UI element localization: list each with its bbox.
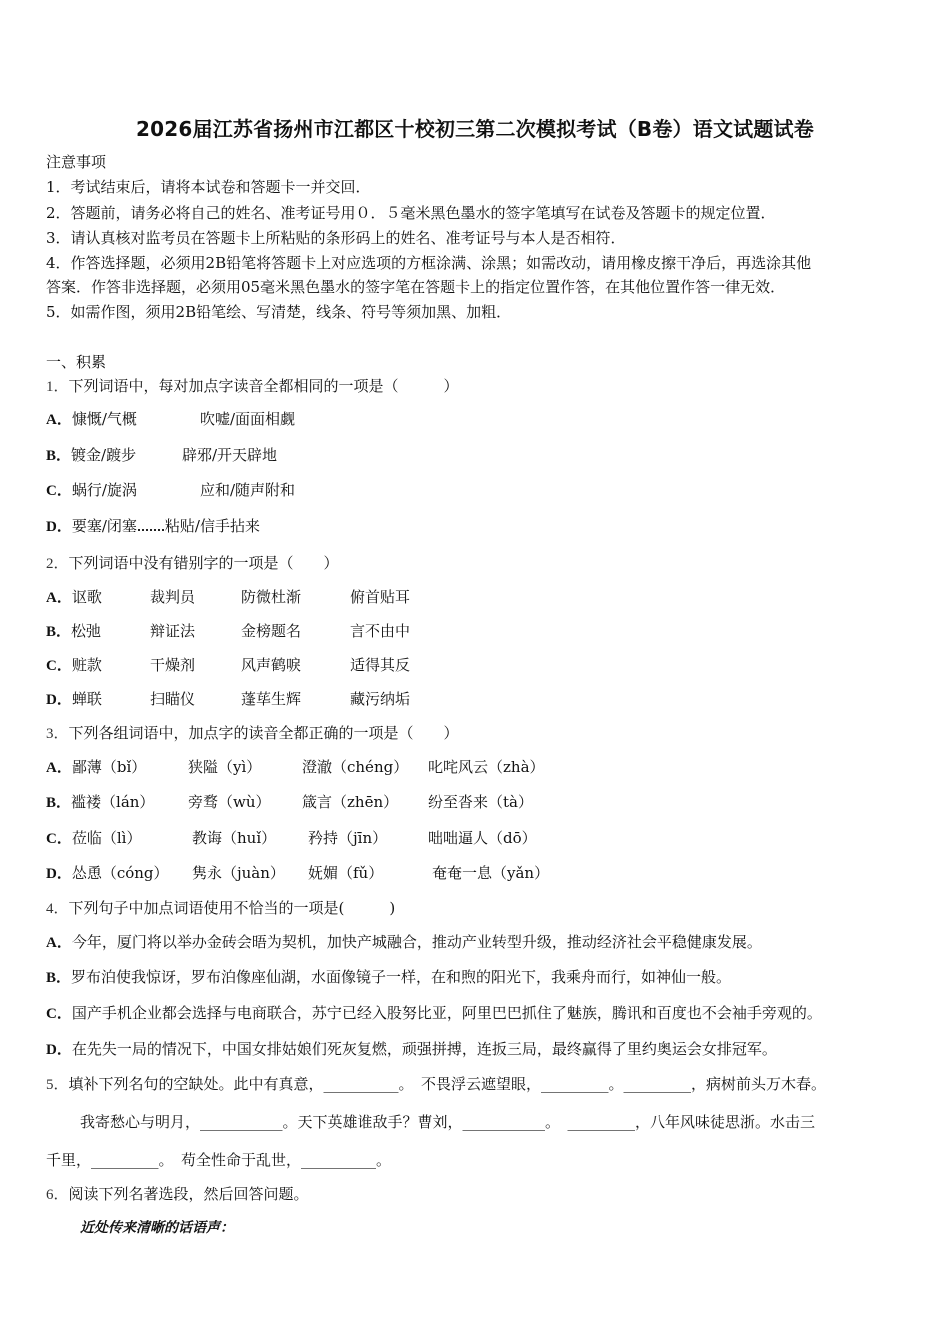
question-text: 下列词语中没有错别字的一项是（ ） bbox=[68, 554, 339, 572]
q1-option-d bbox=[46, 516, 260, 537]
option-word: 矜持（jīn） bbox=[308, 829, 388, 847]
notice-item: 2．答题前，请务必将自己的姓名、准考证号用０．５毫米黑色墨水的签字笔填写在试卷及答题卡的规定位置． bbox=[46, 204, 776, 222]
question-3-stem bbox=[46, 723, 459, 744]
option-label: B． bbox=[46, 448, 72, 464]
option-word: 莅临（lì） bbox=[71, 829, 142, 847]
q1-option-c bbox=[46, 480, 137, 501]
option-label: A． bbox=[46, 935, 72, 951]
option-word: 俯首贴耳 bbox=[350, 588, 411, 606]
notice-heading: 注意事项 bbox=[46, 153, 107, 171]
question-2-stem bbox=[46, 553, 339, 574]
option-word: 言不由中 bbox=[350, 622, 411, 640]
question-number: 4． bbox=[46, 901, 69, 917]
option-word: 隽永（juàn） bbox=[192, 864, 285, 882]
option-word: 咄咄逼人（dō） bbox=[428, 829, 537, 847]
question-6-stem bbox=[46, 1184, 309, 1205]
option-label: C． bbox=[46, 1006, 72, 1022]
option-word: 澄澈（chéng） bbox=[302, 758, 409, 776]
notice-item: 1．考试结束后，请将本试卷和答题卡一并交回． bbox=[46, 178, 371, 196]
question-number: 2． bbox=[46, 556, 69, 572]
q4-option-d bbox=[46, 1039, 777, 1060]
q2-option-c bbox=[46, 655, 102, 676]
option-word: 褴褛（lán） bbox=[71, 793, 155, 811]
notice-item: 3．请认真核对监考员在答题卡上所粘贴的条形码上的姓名、准考证号与本人是否相符． bbox=[46, 229, 626, 247]
option-label: C． bbox=[46, 831, 72, 847]
option-text: 今年，厦门将以举办金砖会晤为契机，加快产城融合，推动产业转型升级，推动经济社会平稳健康发展。 bbox=[71, 933, 762, 951]
option-word: 扫瞄仪 bbox=[150, 690, 196, 708]
q4-option-c bbox=[46, 1003, 822, 1024]
q2-option-d bbox=[46, 689, 102, 710]
option-word: 蝉联 bbox=[71, 690, 102, 708]
option-word: 蓬荜生辉 bbox=[241, 690, 302, 708]
question-number: 5． bbox=[46, 1077, 69, 1093]
option-word: 藏污纳垢 bbox=[350, 690, 411, 708]
q1-option-b-pair: 辟邪/开天辟地 bbox=[182, 446, 278, 464]
question-number: 6． bbox=[46, 1187, 69, 1203]
option-word: 奄奄一息（yǎn） bbox=[432, 864, 550, 882]
page-title: 2026届江苏省扬州市江都区十校初三第二次模拟考试（B卷）语文试题试卷 bbox=[136, 117, 814, 141]
question-1-stem bbox=[46, 376, 459, 397]
option-label: B． bbox=[46, 795, 72, 811]
option-word: 旁骛（wù） bbox=[188, 793, 271, 811]
option-label: D． bbox=[46, 1042, 72, 1058]
question-5-line-1 bbox=[46, 1074, 826, 1095]
question-number: 1． bbox=[46, 379, 69, 395]
option-text: 罗布泊使我惊讶，罗布泊像座仙湖，水面像镜子一样，在和煦的阳光下，我乘舟而行，如神仙一般。 bbox=[71, 968, 732, 986]
option-word: 干燥剂 bbox=[150, 656, 196, 674]
question-4-stem bbox=[46, 898, 395, 919]
q3-option-a bbox=[46, 757, 146, 778]
option-text: 慷慨/气概 bbox=[71, 410, 137, 428]
option-word: 教诲（huǐ） bbox=[192, 829, 277, 847]
q3-option-b bbox=[46, 792, 154, 813]
option-text-pair: 粘贴/信手拈来 bbox=[164, 517, 260, 535]
q1-option-c-pair: 应和/随声附和 bbox=[200, 481, 296, 499]
option-word: 赃款 bbox=[71, 656, 102, 674]
emphasis-dots bbox=[138, 517, 164, 531]
notice-item: 5．如需作图，须用2B铅笔绘、写清楚，线条、符号等须加黑、加粗． bbox=[46, 303, 512, 321]
question-text: 下列词语中，每对加点字读音全都相同的一项是（ ） bbox=[68, 377, 459, 395]
q1-option-a bbox=[46, 409, 137, 430]
option-label: D． bbox=[46, 692, 72, 708]
q1-option-a-pair: 吹嘘/面面相觑 bbox=[200, 410, 296, 428]
q3-option-c bbox=[46, 828, 141, 849]
q2-option-b bbox=[46, 621, 101, 642]
option-label: C． bbox=[46, 658, 72, 674]
option-word: 讴歌 bbox=[71, 588, 102, 606]
option-word: 妩媚（fǔ） bbox=[308, 864, 384, 882]
option-word: 纷至沓来（tà） bbox=[428, 793, 533, 811]
q1-option-b bbox=[46, 445, 136, 466]
option-label: A． bbox=[46, 760, 72, 776]
q4-option-b bbox=[46, 967, 731, 988]
option-label: D． bbox=[46, 866, 72, 882]
option-label: D． bbox=[46, 519, 72, 535]
option-word: 叱咤风云（zhà） bbox=[428, 758, 545, 776]
option-word: 裁判员 bbox=[150, 588, 196, 606]
option-word: 狭隘（yì） bbox=[188, 758, 262, 776]
option-text: 蜗行/旋涡 bbox=[71, 481, 137, 499]
option-word: 防微杜渐 bbox=[241, 588, 302, 606]
question-number: 3． bbox=[46, 726, 69, 742]
option-text: 国产手机企业都会选择与电商联合，苏宁已经入股努比亚，阿里巴巴抓住了魅族，腾讯和百度也不会袖手旁观的。 bbox=[71, 1004, 822, 1022]
option-word: 松弛 bbox=[71, 622, 102, 640]
option-label: A． bbox=[46, 412, 72, 428]
question-text: 填补下列名句的空缺处。此中有真意，__________。 不畏浮云遮望眼，_________。_________，病树前头万木春。 bbox=[68, 1075, 827, 1093]
option-text: 在先失一局的情况下，中国女排姑娘们死灰复燃，顽强拼搏，连扳三局，最终赢得了里约奥运会女排冠军。 bbox=[71, 1040, 777, 1058]
option-word: 怂恿（cóng） bbox=[71, 864, 169, 882]
option-label: B． bbox=[46, 624, 72, 640]
section-heading: 一、积累 bbox=[46, 353, 107, 371]
option-word: 适得其反 bbox=[350, 656, 411, 674]
option-word: 金榜题名 bbox=[241, 622, 302, 640]
q4-option-a bbox=[46, 932, 762, 953]
question-text: 下列各组词语中，加点字的读音全都正确的一项是（ ） bbox=[68, 724, 459, 742]
notice-item: 4．作答选择题，必须用2B铅笔将答题卡上对应选项的方框涂满、涂黑；如需改动，请用橡皮擦干净后，再选涂其他 bbox=[46, 254, 812, 272]
question-5-line-3: 千里，_________。 苟全性命于乱世，__________。 bbox=[46, 1151, 392, 1169]
question-text: 阅读下列名著选段，然后回答问题。 bbox=[68, 1185, 309, 1203]
option-word: 鄙薄（bǐ） bbox=[71, 758, 147, 776]
question-5-line-2: 我寄愁心与明月，___________。天下英雄谁敌手？曹刘，___________。 _________，八年风味徒思浙。水击三 bbox=[80, 1113, 816, 1131]
option-word: 辩证法 bbox=[150, 622, 196, 640]
excerpt-text: 近处传来清晰的话语声： bbox=[80, 1220, 234, 1236]
option-label: A． bbox=[46, 590, 72, 606]
option-word: 风声鹤唳 bbox=[241, 656, 302, 674]
option-label: B． bbox=[46, 970, 72, 986]
q3-option-d bbox=[46, 863, 169, 884]
option-label: C． bbox=[46, 483, 72, 499]
notice-item: 答案．作答非选择题，必须用05毫米黑色墨水的签字笔在答题卡上的指定位置作答，在其他位置作答一律无效． bbox=[46, 278, 786, 296]
option-text: 镀金/踱步 bbox=[71, 446, 137, 464]
question-text: 下列句子中加点词语使用不恰当的一项是( ) bbox=[68, 899, 396, 917]
q2-option-a bbox=[46, 587, 102, 608]
option-text: 要塞/闭塞 bbox=[71, 517, 137, 535]
option-word: 箴言（zhēn） bbox=[302, 793, 399, 811]
